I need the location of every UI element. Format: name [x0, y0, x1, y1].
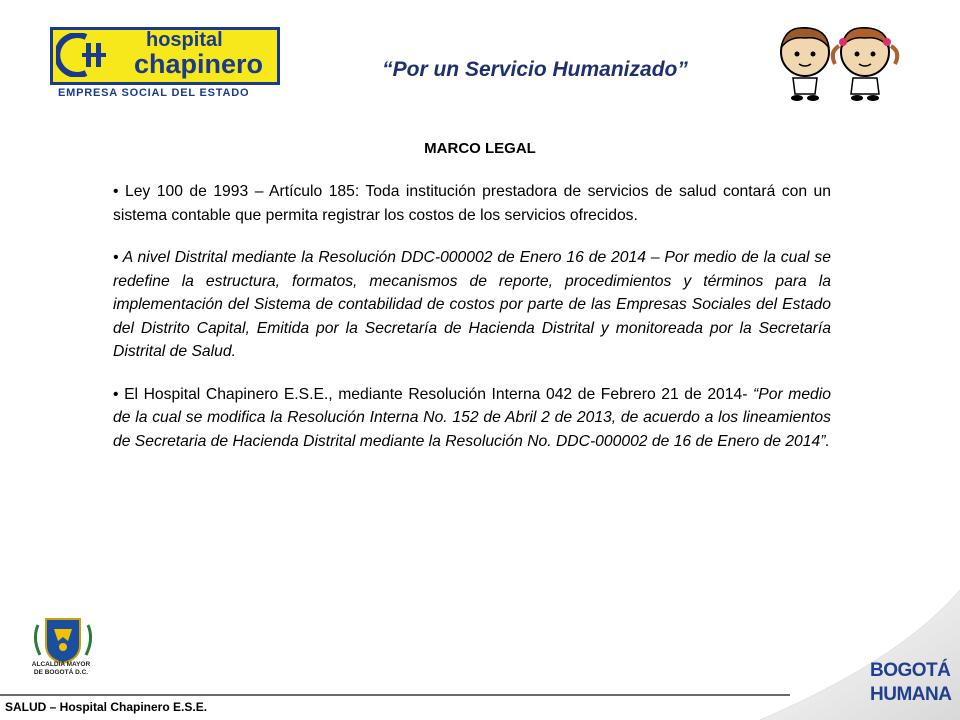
- logo-tagline: EMPRESA SOCIAL DEL ESTADO: [58, 87, 250, 99]
- escudo-label-line2: DE BOGOTÁ D.C.: [33, 669, 89, 676]
- slogan: “Por un Servicio Humanizado”: [382, 58, 688, 81]
- bogota-logo-line1: BOGOTÁ: [870, 660, 951, 681]
- cartoon-children-icon: [765, 22, 915, 104]
- escudo-label: [24, 661, 98, 677]
- footer-divider: [0, 694, 790, 696]
- hospital-mark-icon: [56, 33, 128, 77]
- escudo-label-line1: ALCALDÍA MAYOR: [31, 661, 91, 668]
- page-title: MARCO LEGAL: [424, 140, 536, 157]
- paragraph-resolucion-interna-quote: “Por medio de la cual se modifica la Resolución Interna No. 152 de Abril 2 de 2013, de acuerdo a los lineamientos de Secretaria de Hacienda Distrital mediante la Resolución No. DDC-000002 de 16 de Enero de 2014”.: [113, 385, 831, 450]
- logo-word-hospital: hospital: [146, 29, 223, 51]
- paragraph-resolucion-ddc: • A nivel Distrital mediante la Resolución DDC-000002 de Enero 16 de 2014 – Por medio de la cual se redefine la estructura, formatos, mecanismos de reporte, procedimientos y términos para la implementación del Sistema de contabilidad de costos por parte de las Empresas Sociales del Estado del Distrito Capital, Emitida por la Secretaría de Hacienda Distrital y monitoreada por la Secretaría Distrital de Salud.: [113, 249, 831, 360]
- logo-word-chapinero: chapinero: [134, 49, 264, 79]
- paragraph-ley-100: • Ley 100 de 1993 – Artículo 185: Toda institución prestadora de servicios de salud contará con un sistema contable que permita registrar los costos de los servicios ofrecidos.: [113, 183, 831, 224]
- paragraph-resolucion-interna: [113, 383, 831, 454]
- legal-content: [113, 180, 831, 472]
- bogota-logo-line2: HUMANA: [870, 684, 952, 705]
- bogota-humana-logo: [870, 660, 950, 720]
- hospital-logo: [50, 27, 280, 101]
- paragraph-resolucion-interna-intro: • El Hospital Chapinero E.S.E., mediante Resolución Interna 042 de Febrero 21 de 2014-: [113, 385, 754, 403]
- footer-text: SALUD – Hospital Chapinero E.S.E.: [5, 700, 208, 714]
